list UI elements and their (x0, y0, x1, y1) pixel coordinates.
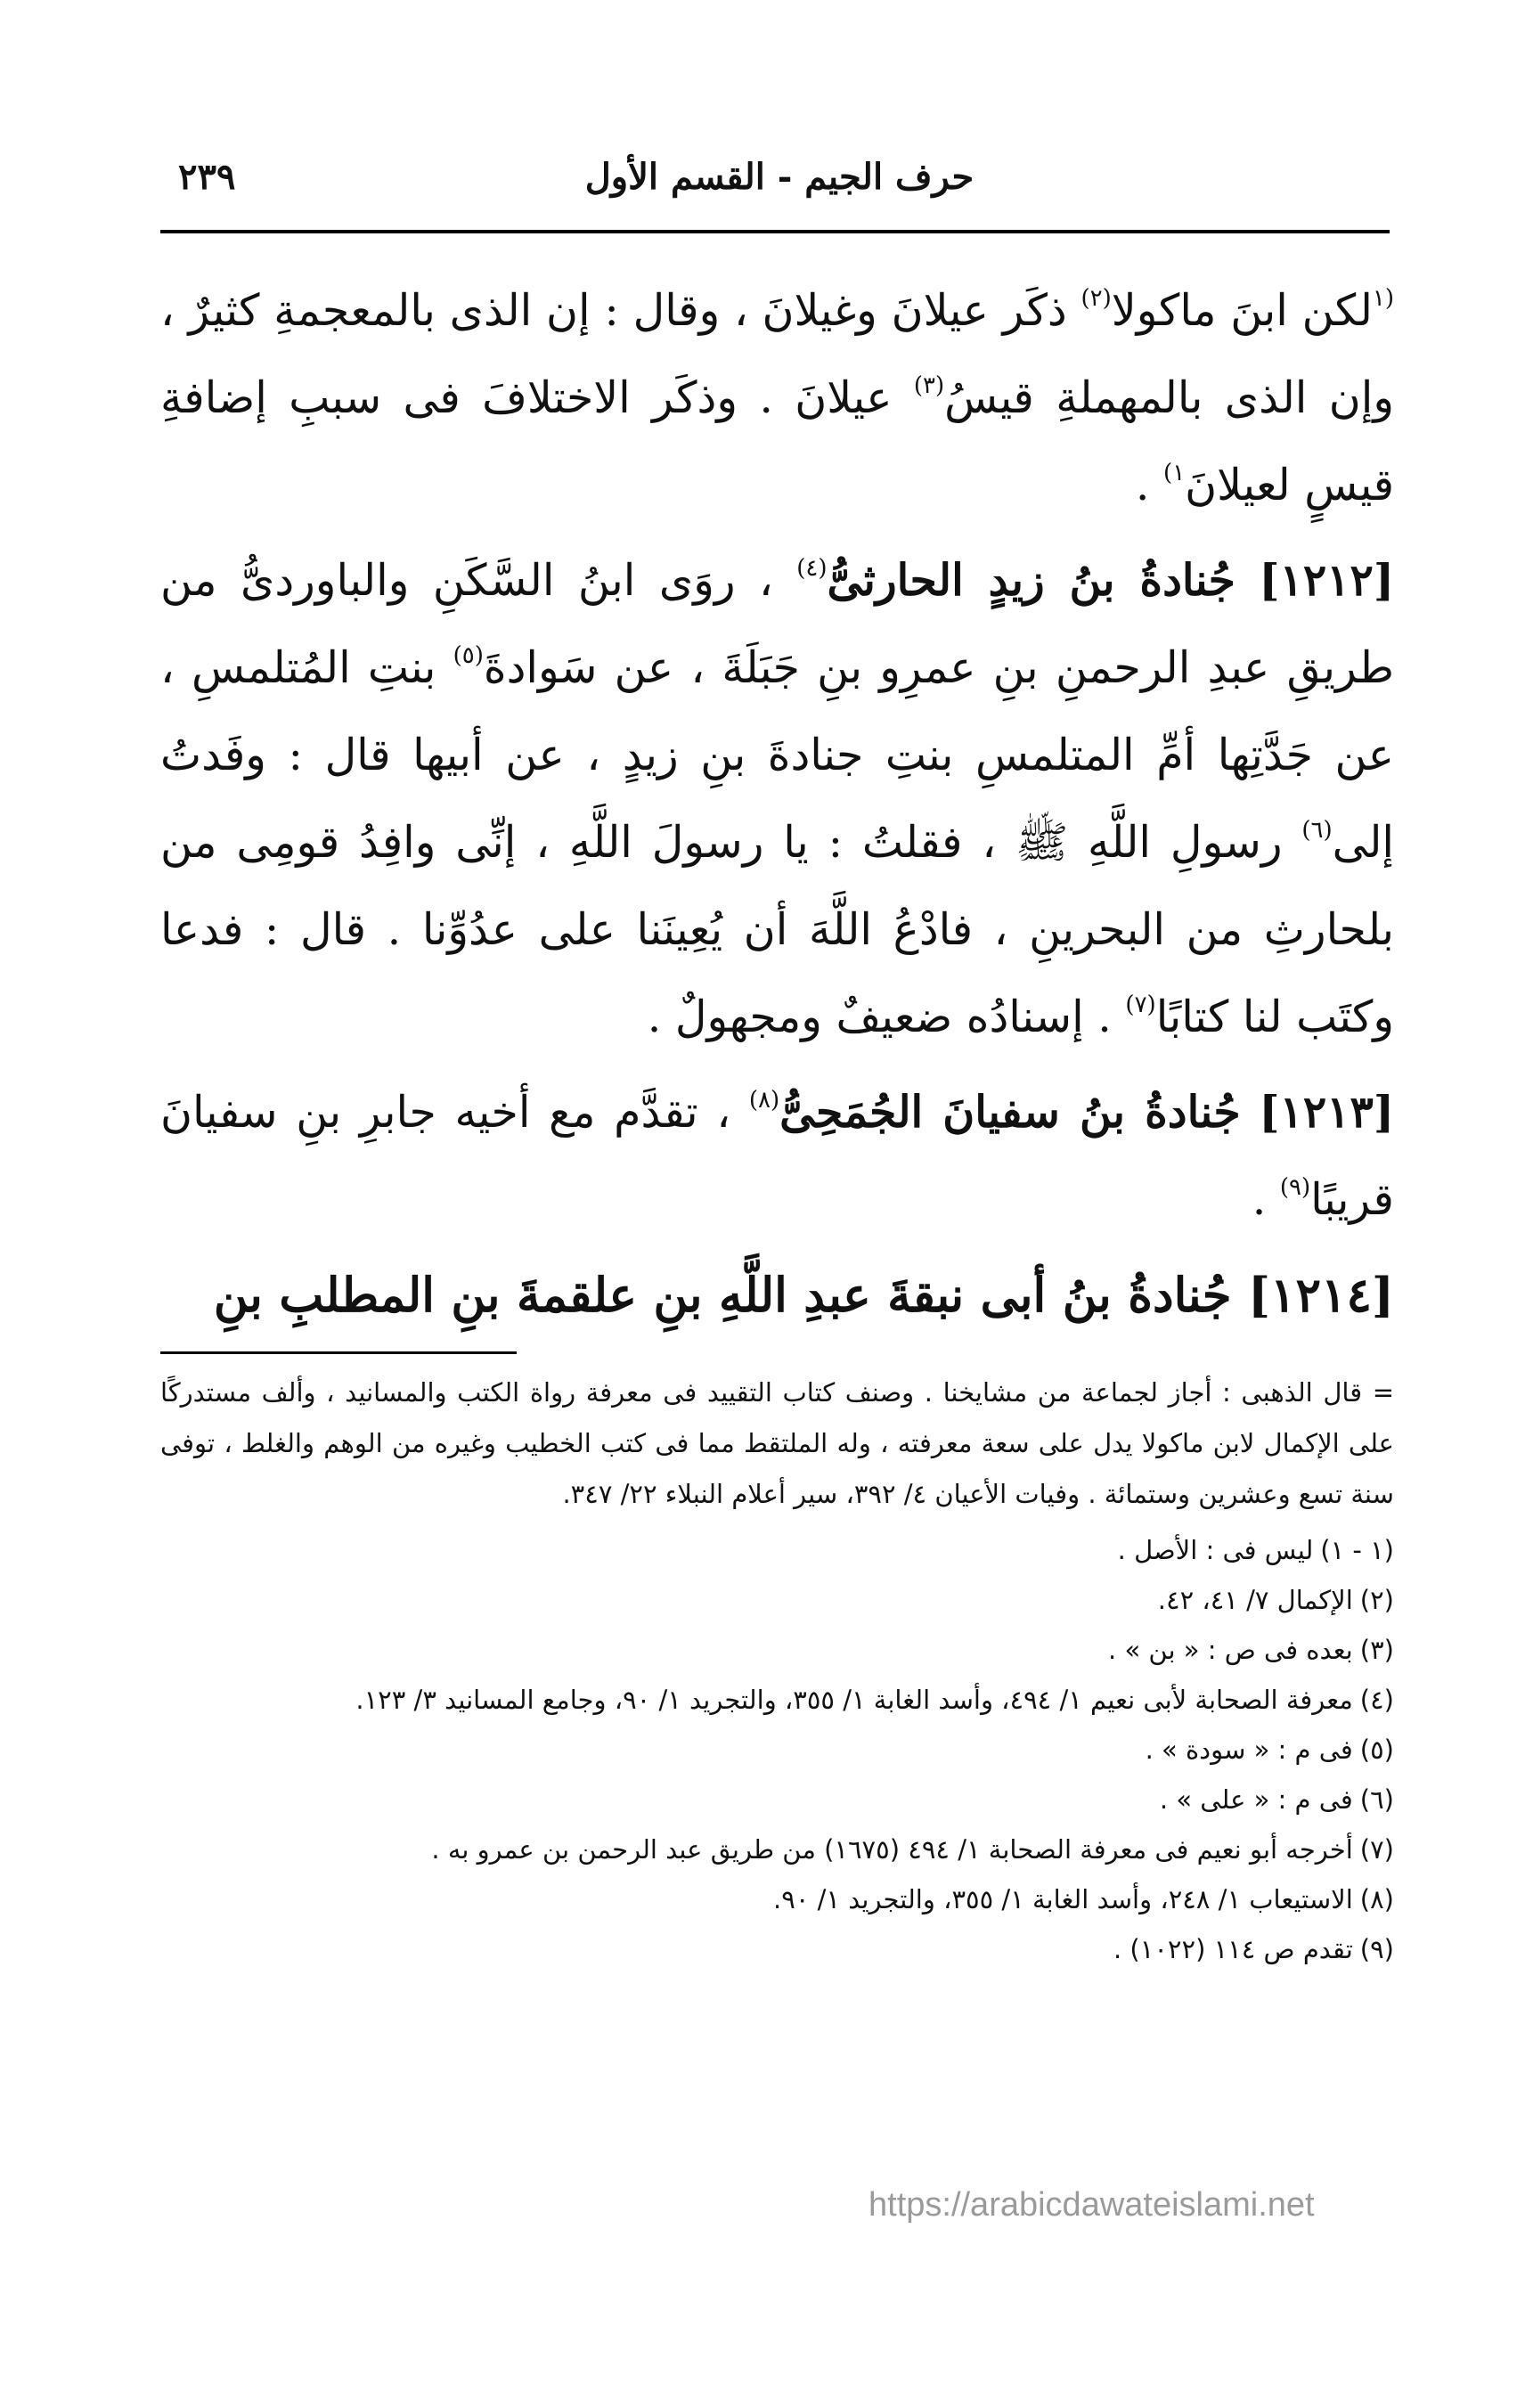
footnote-marker: (١ - ١) (1320, 1535, 1394, 1565)
footnote-item (160, 1725, 1394, 1775)
entry-1212-text-a: ، روَى ابنُ السَّكَنِ والباوردىُّ من طريقِ عبدِ الرحمنِ بنِ عمرِو بنِ جَبَلَةَ ، عن سَوادةَ (160, 555, 1394, 693)
footnote-marker: (٢) (1359, 1585, 1394, 1615)
entry-number: [١٢١٤] (1247, 1268, 1394, 1323)
entry-1212-text-c: رسولِ اللَّهِ ﷺ ، فقلتُ : يا رسولَ اللَّهِ ، إنِّى وافِدُ قومِى من بلحارثِ من البحرينِ ، فادْعُ اللَّهَ أن يُعِينَنا على عدُوِّنا . قال : فدعا وكتَب لنا كتابًا (160, 817, 1394, 1042)
main-text (160, 267, 1394, 1340)
entry-heading-name: جُنادةُ بنُ أبى نبقةَ عبدِ اللَّهِ بنِ علقمةَ بنِ المطلبِ بنِ (213, 1268, 1232, 1323)
footnote-marker: (٦) (1359, 1784, 1394, 1815)
omission-close-marker: ١) (1163, 460, 1186, 486)
footnote-text: فى م : « على » . (1159, 1784, 1353, 1815)
entry-number: [١٢١٢] (1259, 554, 1394, 606)
footnote-marker: (٧) (1359, 1834, 1394, 1865)
footnote-text: ليس فى : الأصل . (1117, 1535, 1314, 1565)
running-title: حرف الجيم - القسم الأول (584, 156, 975, 198)
page-number: ٢٣٩ (178, 156, 236, 198)
footnotes (160, 1367, 1394, 1974)
footnote-text: تقدم ص ١١٤ (١٠٢٢) . (1113, 1934, 1353, 1964)
running-header (169, 156, 1390, 218)
footnote-marker: (٩) (1359, 1934, 1394, 1964)
omission-open-marker: (١ (1372, 285, 1394, 312)
footnote-item (160, 1924, 1394, 1974)
footnote-ref-6[interactable]: (٦) (1301, 817, 1333, 844)
footnote-text: بعده فى ص : « بن » . (1108, 1635, 1353, 1665)
footnote-item (160, 1675, 1394, 1725)
footnote-item (160, 1525, 1394, 1575)
header-divider (160, 230, 1390, 233)
footnote-continued: = قال الذهبى : أجاز لجماعة من مشايخنا . وصنف كتاب التقييد فى معرفة رواة الكتب والمسانيد ، وألف مستدركًا على الإكمال لابن ماكولا يدل على سعة معرفته ، وله الملتقط مما فى كتب الخطيب وغيره من الوهم والغلط ، توفى سنة تسع وعشرين وستمائة . وفيات الأعيان ٤/ ٣٩٢، سير أعلام النبلاء ٢٢/ ٣٤٧. (160, 1377, 1394, 1509)
footnote-text: فى م : « سودة » . (1145, 1735, 1353, 1765)
entry-1212 (160, 536, 1394, 1061)
footnote-text: الاستيعاب ١/ ٢٤٨، وأسد الغابة ١/ ٣٥٥، والتجريد ١/ ٩٠. (773, 1884, 1353, 1914)
opening-text-end: . (1135, 460, 1164, 510)
footnote-ref-7[interactable]: (٧) (1125, 992, 1156, 1018)
entry-1212-text-b: بنتِ المُتلمسِ ، عن جَدَّتِها أمِّ المتلمسِ بنتِ جنادةَ بنِ زيدٍ ، عن أبيها قال : وفَدتُ إلى (160, 642, 1394, 868)
opening-text-a: لكن ابنَ ماكولا (1111, 285, 1373, 336)
footnote-divider (160, 1351, 517, 1354)
footnote-ref-4[interactable]: (٤) (796, 555, 828, 582)
footnote-marker: (٥) (1359, 1735, 1394, 1765)
entry-1214 (160, 1251, 1394, 1340)
footnote-ref-5[interactable]: (٥) (453, 642, 484, 669)
entry-1213-text-a: ، تقدَّم مع أخيه جابرِ بنِ سفيانَ قريبًا (160, 1087, 1394, 1225)
entry-1212-text-d: . إسنادُه ضعيفٌ ومجهولٌ . (647, 992, 1126, 1042)
footnote-list (160, 1525, 1394, 1974)
footnote-text: أخرجه أبو نعيم فى معرفة الصحابة ١/ ٤٩٤ (١٦٧٥) من طريق عبد الرحمن بن عمرو به . (431, 1834, 1353, 1865)
footnote-item (160, 1874, 1394, 1924)
entry-heading-name: جُنادةُ بنُ زيدٍ الحارثىُّ (827, 554, 1235, 606)
footnote-ref-9[interactable]: (٩) (1279, 1174, 1311, 1201)
footnote-item (160, 1824, 1394, 1874)
watermark-url: https://arabicdawateislami.net (869, 2186, 1315, 2224)
opening-text-b: ذكَر عيلانَ وغيلانَ ، وقال : إن الذى بالمعجمةِ كثيرٌ ، وإن الذى بالمهملةِ قيسُ (160, 285, 1395, 423)
opening-paragraph (160, 267, 1394, 529)
opening-text-c: عيلانَ . وذكَر الاختلافَ فى سببِ إضافةِ قيسٍ لعيلانَ (160, 372, 1394, 510)
footnote-text: معرفة الصحابة لأبى نعيم ١/ ٤٩٤، وأسد الغابة ١/ ٣٥٥، والتجريد ١/ ٩٠، وجامع المسانيد ٣/ ١٢٣. (355, 1685, 1353, 1715)
footnote-ref-2[interactable]: (٢) (1081, 285, 1112, 312)
footnote-marker: (٣) (1359, 1635, 1394, 1665)
footnote-ref-3[interactable]: (٣) (913, 372, 945, 399)
footnote-ref-8[interactable]: (٨) (748, 1087, 780, 1114)
footnote-marker: (٤) (1359, 1685, 1394, 1715)
footnote-item (160, 1575, 1394, 1625)
entry-1213-text-b: . (1252, 1174, 1280, 1225)
entry-number: [١٢١٣] (1259, 1086, 1394, 1138)
entry-1213 (160, 1068, 1394, 1244)
footnote-item (160, 1775, 1394, 1824)
footnote-item (160, 1625, 1394, 1675)
footnote-text: الإكمال ٧/ ٤١، ٤٢. (1157, 1585, 1353, 1615)
entry-heading-name: جُنادةُ بنُ سفيانَ الجُمَحِىُّ (779, 1086, 1241, 1138)
footnote-marker: (٨) (1359, 1884, 1394, 1914)
